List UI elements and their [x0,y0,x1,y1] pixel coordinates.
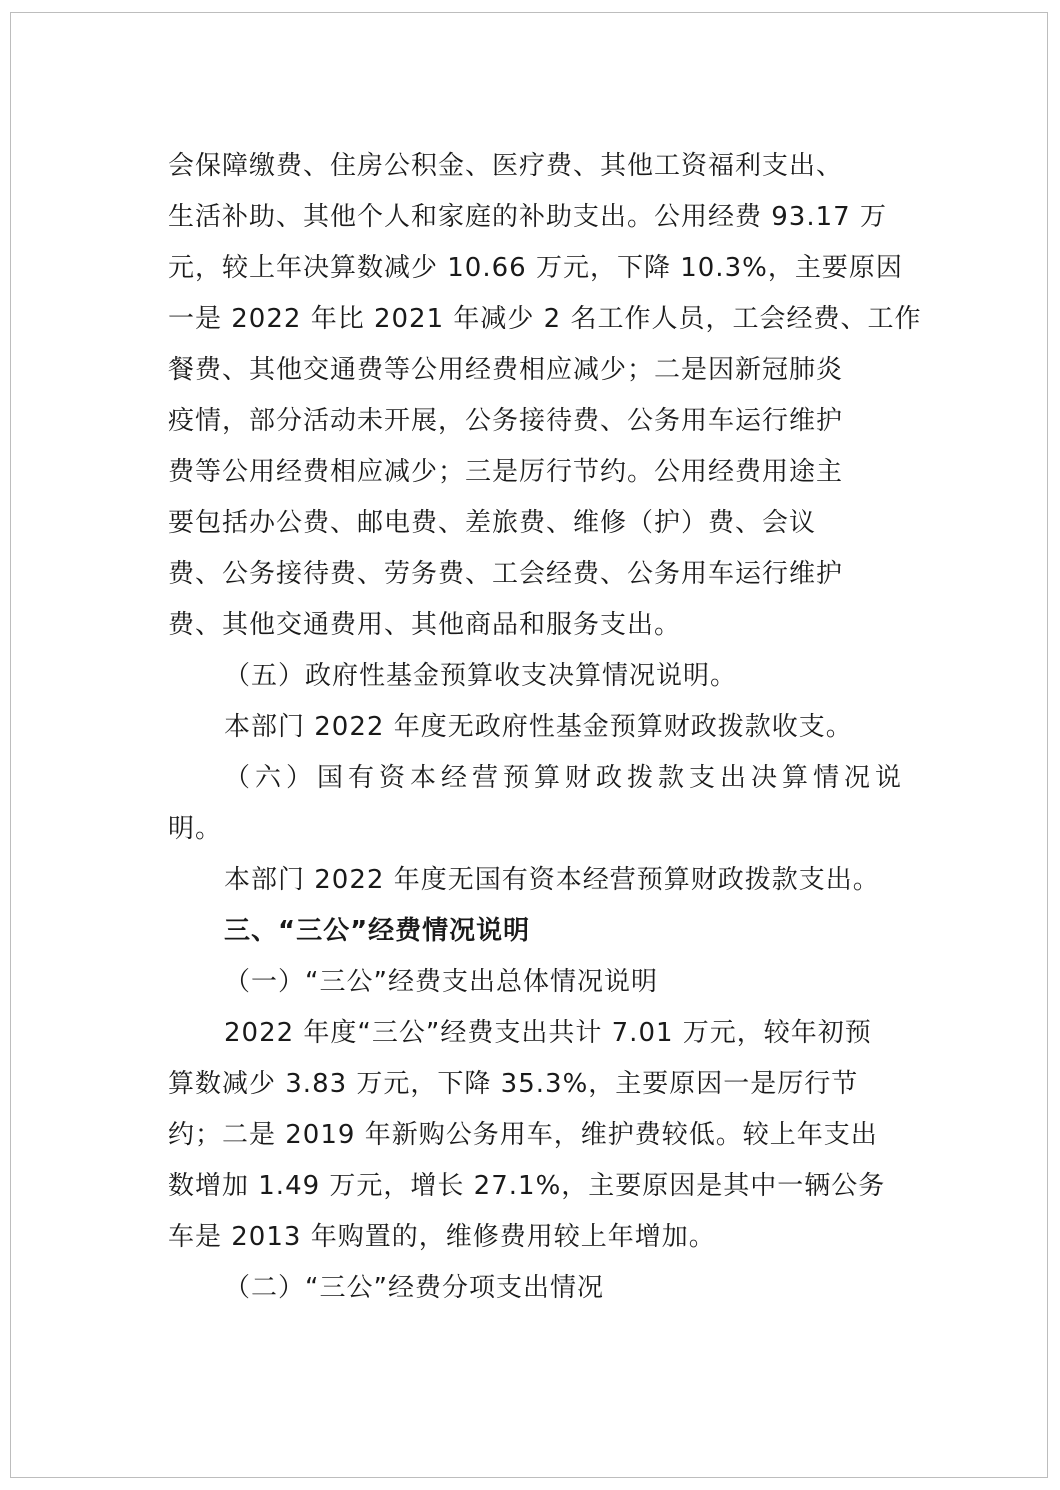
subsection-heading-one: （一）“三公”经费支出总体情况说明 [224,967,658,997]
paragraph-line: 费、其他交通费用、其他商品和服务支出。 [168,610,682,640]
paragraph-line: 2022 年度“三公”经费支出共计 7.01 万元，较年初预 [224,1018,872,1048]
section-heading-three: 三、“三公”经费情况说明 [224,916,531,946]
paragraph-line: 费等公用经费相应减少；三是厉行节约。公用经费用途主 [168,457,844,487]
paragraph-line: 要包括办公费、邮电费、差旅费、维修（护）费、会议 [168,508,817,538]
paragraph-line: 会保障缴费、住房公积金、医疗费、其他工资福利支出、 [168,151,844,181]
paragraph-line: 约；二是 2019 年新购公务用车，维护费较低。较上年支出 [168,1120,878,1150]
paragraph-line: 一是 2022 年比 2021 年减少 2 名工作人员，工会经费、工作 [168,304,922,334]
subsection-heading-two: （二）“三公”经费分项支出情况 [224,1273,604,1303]
paragraph-line: 数增加 1.49 万元，增长 27.1%，主要原因是其中一辆公务 [168,1171,886,1201]
paragraph-line: 算数减少 3.83 万元，下降 35.3%，主要原因一是厉行节 [168,1069,859,1099]
document-body [168,141,922,1314]
paragraph-line: 车是 2013 年购置的，维修费用较上年增加。 [168,1222,716,1252]
paragraph-line: 疫情，部分活动未开展，公务接待费、公务用车运行维护 [168,406,844,436]
subsection-heading-five: （五）政府性基金预算收支决算情况说明。 [224,661,738,691]
subsection-heading-six-continued: 明。 [168,814,223,844]
paragraph-line: 本部门 2022 年度无政府性基金预算财政拨款收支。 [224,712,853,742]
paragraph-line: 元，较上年决算数减少 10.66 万元，下降 10.3%，主要原因 [168,253,903,283]
paragraph-line: 费、公务接待费、劳务费、工会经费、公务用车运行维护 [168,559,844,589]
paragraph-line: 餐费、其他交通费等公用经费相应减少；二是因新冠肺炎 [168,355,844,385]
paragraph-line: 生活补助、其他个人和家庭的补助支出。公用经费 93.17 万 [168,202,887,232]
subsection-heading-six: （六）国有资本经营预算财政拨款支出决算情况说 [224,763,907,793]
paragraph-line: 本部门 2022 年度无国有资本经营预算财政拨款支出。 [224,865,880,895]
